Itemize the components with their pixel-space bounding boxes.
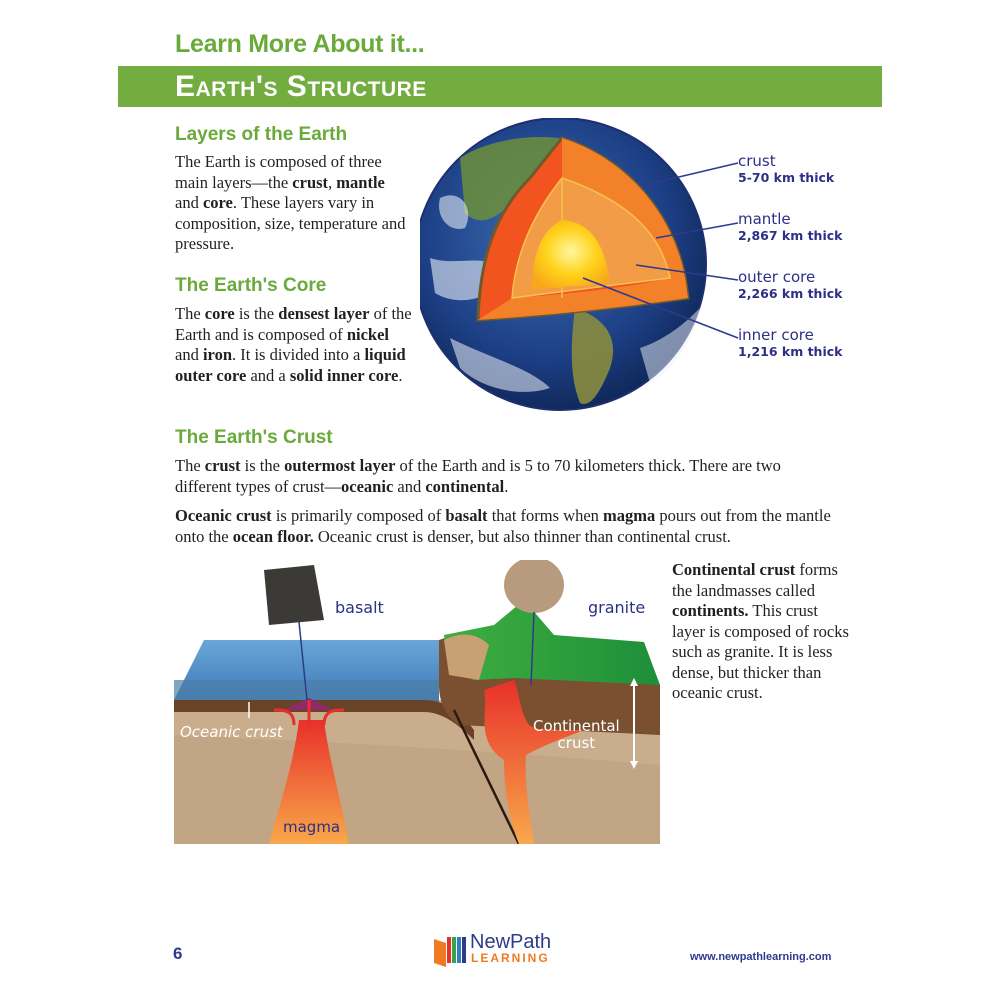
mantle-label: mantle 2,867 km thick [738,210,843,243]
title-banner [118,66,882,107]
basalt-label: basalt [335,598,384,617]
outer-core-label: outer core 2,266 km thick [738,268,843,301]
kicker-heading: Learn More About it... [175,30,425,58]
core-heading: The Earth's Core [175,275,327,296]
book-logo-icon [432,933,468,969]
core-text: The core is the densest layer of the Earth and is composed of nickel and iron. It is divided into a liquid outer core and a solid inner core. [175,304,412,385]
crust-label: crust 5-70 km thick [738,152,835,185]
oceanic-crust-label: Oceanic crust [180,723,283,741]
granite-rock-icon [504,560,564,613]
continental-crust-text: Continental crust forms the landmasses called continents. This crust layer is composed of rocks such as granite. It is less dense, but thicker than oceanic crust. [672,560,849,702]
newpath-logo: NewPath LEARNING [432,931,572,967]
oceanic-crust-text: Oceanic crust is primarily composed of basalt that forms when magma pours out from the mantle onto the ocean floor. Oceanic crust is denser, but also thinner than continental crust. [175,506,831,546]
website-link[interactable]: www.newpathlearning.com [690,951,832,963]
inner-core-label: inner core 1,216 km thick [738,326,843,359]
magma-label: magma [283,818,341,836]
layers-text: The Earth is composed of three main layers—the crust, mantle and core. These layers vary in composition, size, temperature and pressure. [175,152,406,253]
page-number: 6 [173,944,183,963]
continental-crust-label: Continental crust [533,717,620,752]
granite-label: granite [588,598,646,617]
crust-text: The crust is the outermost layer of the Earth and is 5 to 70 kilometers thick. There are two different types of crust—oceanic and continental. [175,456,781,496]
page-title: Earth's Structure [175,70,427,103]
layers-heading: Layers of the Earth [175,124,348,145]
crust-heading: The Earth's Crust [175,427,333,448]
basalt-rock-icon [264,565,324,625]
